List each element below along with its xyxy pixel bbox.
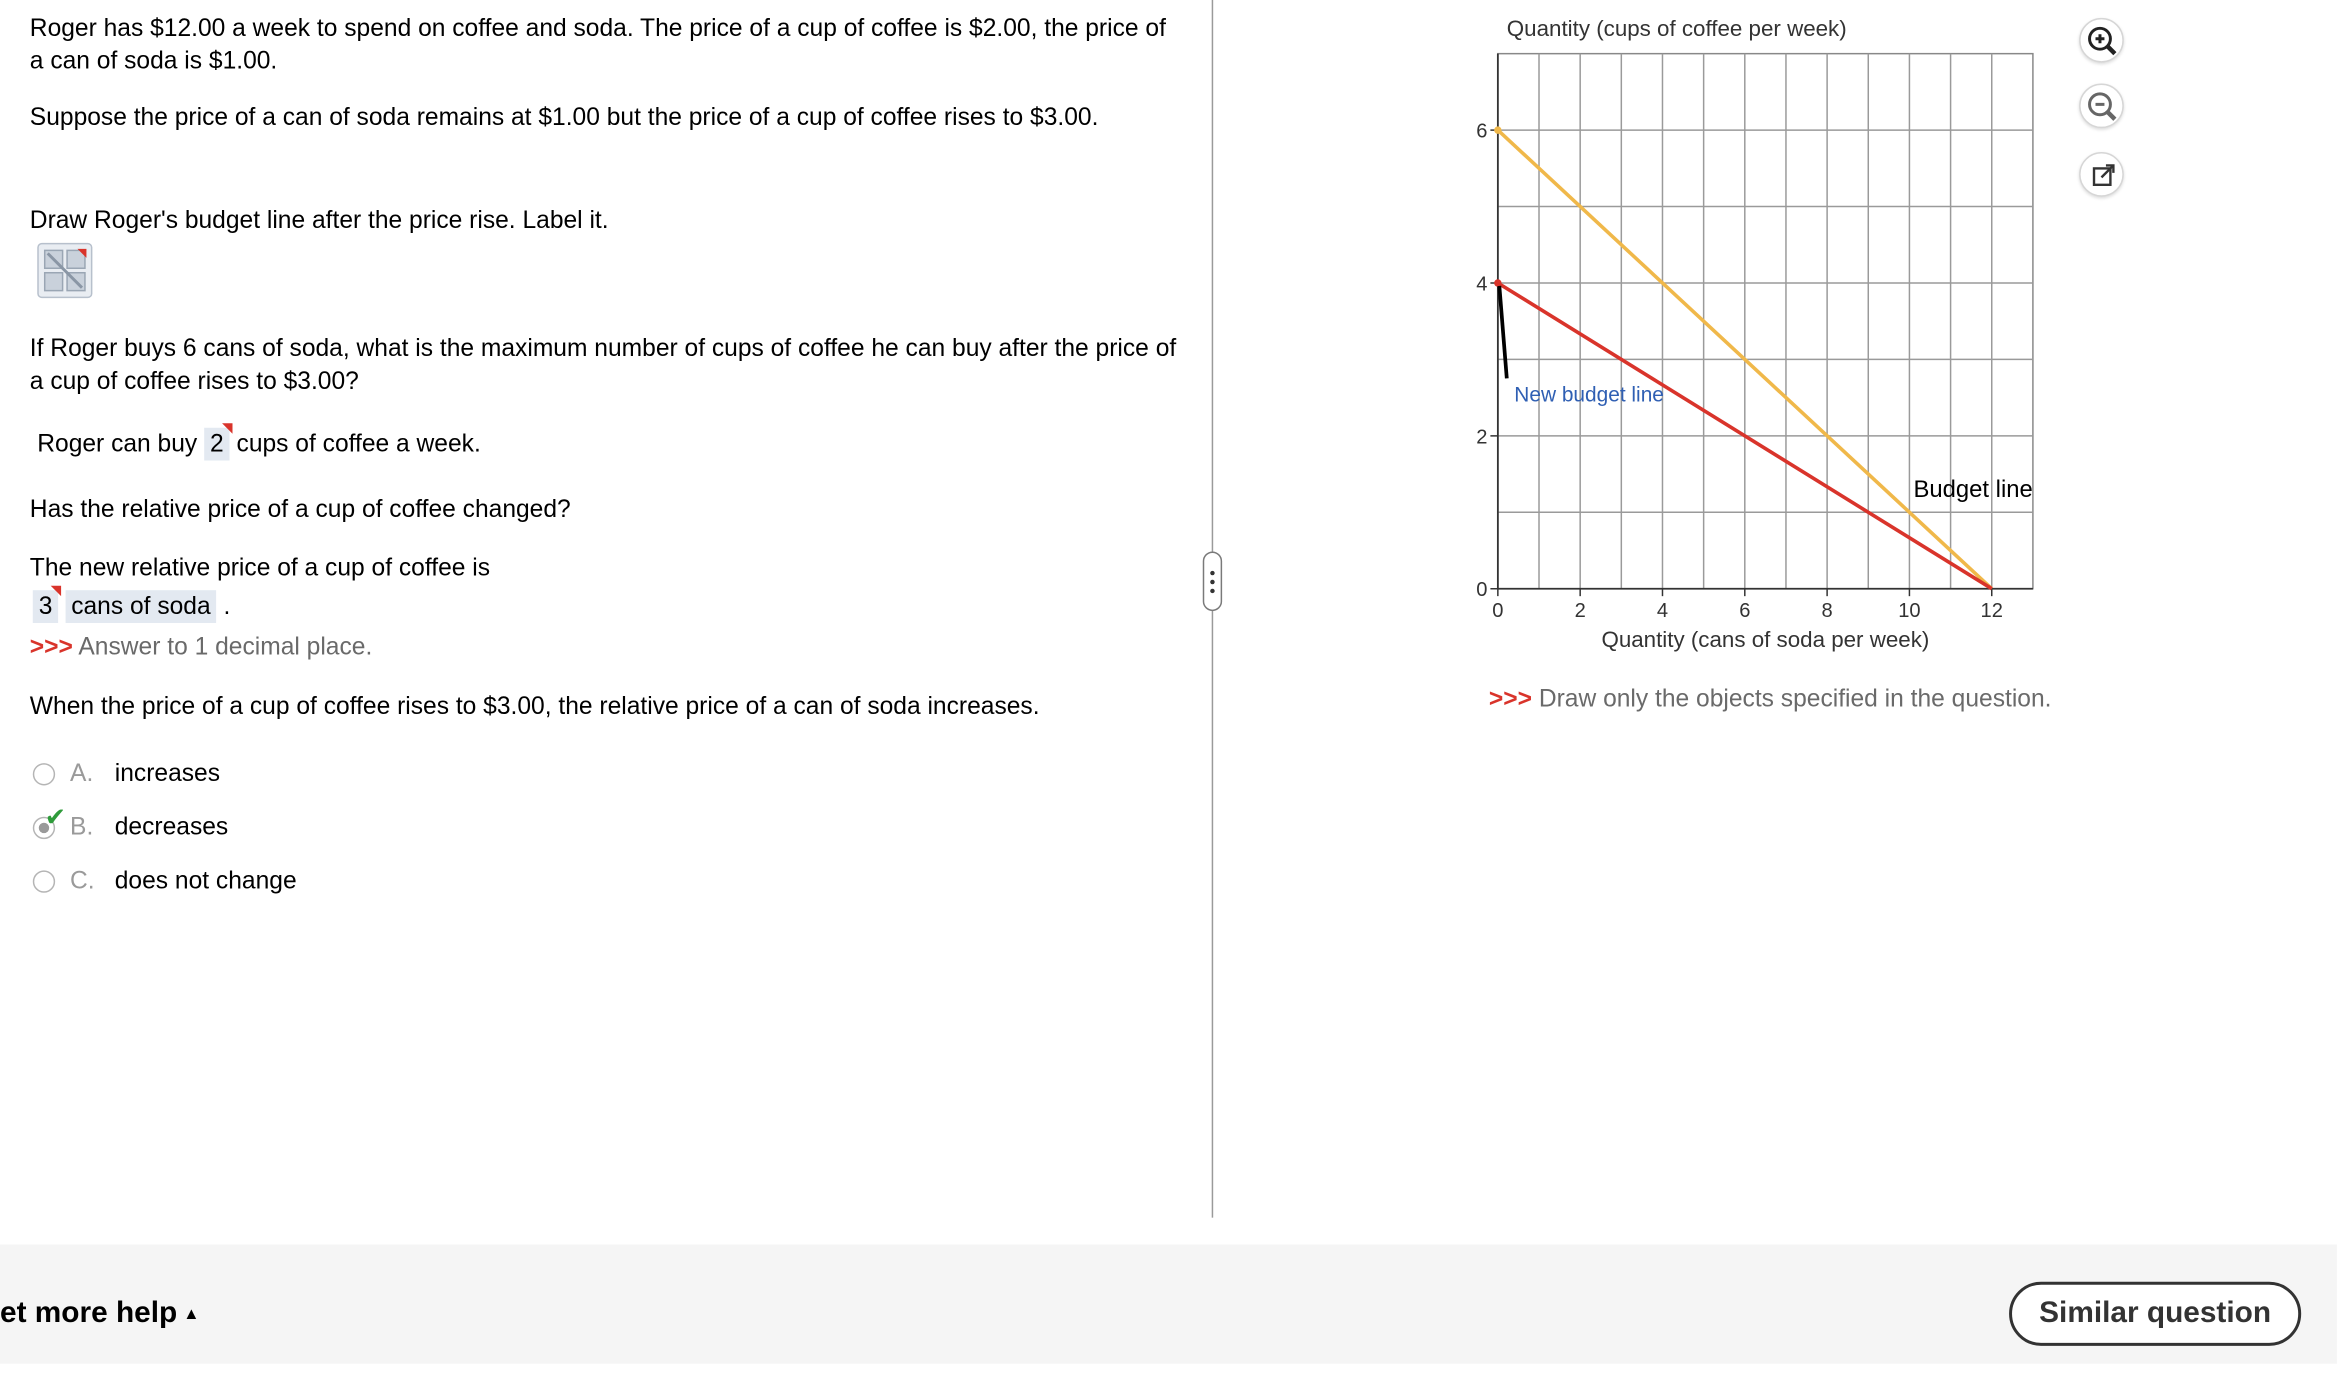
flag-icon	[222, 423, 232, 433]
zoom-out-icon[interactable]	[2079, 83, 2124, 128]
y-tick-label: 2	[1476, 426, 1488, 449]
question-intro: Roger has $12.00 a week to spend on coffee and soda. The price of a cup of coffee is $2.00, the price of a can of soda is $1.00.	[29, 14, 1166, 75]
option-a[interactable]	[33, 757, 220, 790]
relative-end: .	[223, 593, 231, 621]
option-text: increases	[114, 760, 221, 787]
answer-suffix: cups of coffee a week.	[236, 430, 481, 458]
x-tick-label: 8	[1821, 600, 1833, 623]
footer-bar	[0, 1244, 2337, 1363]
option-b[interactable]	[33, 803, 229, 844]
get-more-help-button[interactable]	[0, 1297, 199, 1331]
relative-prefix: The new relative price of a cup of coffee is	[29, 554, 491, 582]
x-tick-label: 0	[1492, 600, 1504, 623]
zoom-in-icon[interactable]	[2079, 18, 2124, 63]
x-tick-label: 10	[1898, 600, 1921, 623]
plot-area[interactable]	[1498, 54, 2033, 589]
option-letter: C.	[70, 867, 95, 895]
relative-unit: cans of soda	[71, 593, 211, 621]
relative-value-box[interactable]	[33, 590, 59, 623]
hint-text: Answer to 1 decimal place.	[78, 633, 373, 661]
y-tick-label: 6	[1476, 120, 1488, 143]
relative-unit-dropdown[interactable]	[65, 590, 216, 623]
y-axis-label: Quantity (cups of coffee per week)	[1506, 15, 1847, 41]
answer-line-cups	[37, 428, 481, 461]
series-endpoint[interactable]	[1494, 279, 1501, 286]
caret-up-icon: ▲	[183, 1305, 200, 1324]
x-axis-label: Quantity (cans of soda per week)	[1601, 626, 1930, 652]
option-c[interactable]	[33, 864, 297, 897]
option-letter: B.	[70, 813, 94, 841]
x-tick-label: 4	[1656, 600, 1669, 623]
radio-c[interactable]	[33, 870, 55, 892]
checkmark-icon: ✔	[44, 803, 66, 832]
hint-arrows: >>>	[29, 633, 73, 661]
x-tick-label: 6	[1739, 600, 1751, 623]
radio-a[interactable]	[33, 762, 55, 784]
help-label: et more help	[0, 1296, 178, 1330]
relative-value: 3	[38, 593, 53, 621]
option-text: does not change	[114, 867, 297, 895]
resize-handle[interactable]	[1203, 551, 1222, 611]
question-suppose: Suppose the price of a can of soda remains at $1.00 but the price of a cup of coffee rises to $3.00.	[29, 104, 1099, 132]
relative-answer-line	[33, 590, 231, 623]
draw-instruction: Draw Roger's budget line after the price rise. Label it.	[29, 207, 609, 234]
draw-hint-text: Draw only the objects specified in the question.	[1538, 685, 2052, 713]
x-tick-label: 2	[1574, 600, 1586, 623]
option-letter: A.	[70, 760, 94, 787]
x-tick-label: 12	[1980, 600, 2003, 623]
soda-statement: When the price of a cup of coffee rises to $3.00, the relative price of a can of soda increases.	[29, 693, 1040, 720]
budget-line-label[interactable]: Budget line	[1913, 475, 2033, 503]
flag-icon	[51, 586, 61, 596]
graph-panel	[1431, 0, 2072, 678]
draw-hint	[1489, 686, 2052, 714]
drawing-tool-icon[interactable]	[37, 243, 92, 298]
question-max-coffee: If Roger buys 6 cans of soda, what is the maximum number of cups of coffee he can buy after the price of a cup of coffee rises to $3.00?	[29, 335, 1177, 395]
answer-prefix: Roger can buy	[37, 430, 198, 458]
question-relative: Has the relative price of a cup of coffee changed?	[29, 496, 571, 524]
draw-hint-arrows: >>>	[1488, 685, 1533, 713]
y-tick-label: 4	[1476, 273, 1488, 296]
popout-icon[interactable]	[2079, 152, 2124, 197]
new-budget-line-label[interactable]: New budget line	[1514, 383, 1664, 407]
cups-answer-box[interactable]	[204, 428, 230, 461]
option-text: decreases	[114, 813, 229, 841]
y-tick-label: 0	[1476, 579, 1488, 602]
decimal-hint	[30, 630, 372, 663]
similar-question-button[interactable]: Similar question	[2009, 1282, 2301, 1346]
series-endpoint[interactable]	[1494, 126, 1501, 133]
cups-answer-value: 2	[210, 430, 224, 458]
budget-chart[interactable]	[1431, 0, 2072, 671]
